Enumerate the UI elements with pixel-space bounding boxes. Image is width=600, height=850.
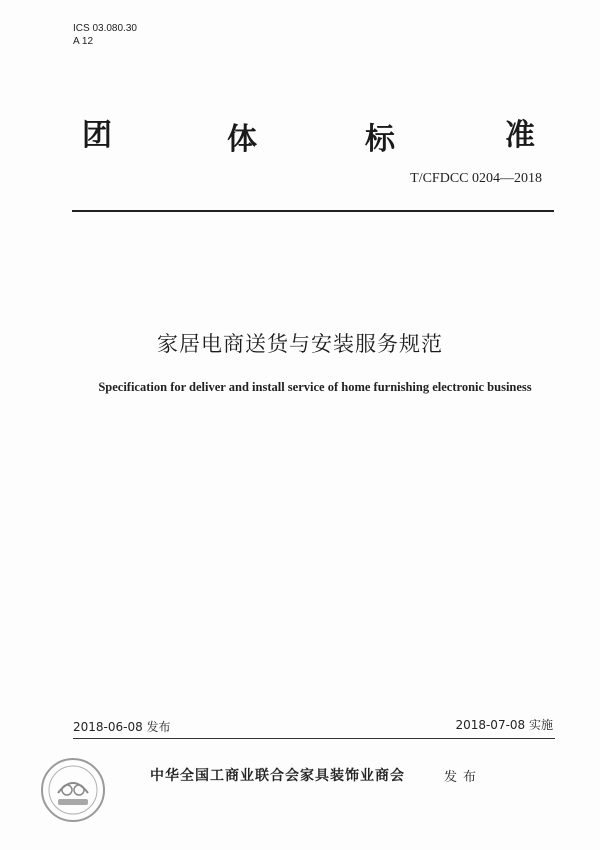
issuer-name: 中华全国工商业联合会家具装饰业商会 — [150, 768, 405, 784]
ccs-code: A 12 — [73, 36, 94, 47]
standard-type-char: 标 — [365, 122, 395, 157]
title-chinese: 家居电商送货与安装服务规范 — [157, 332, 443, 356]
standard-number: T/CFDCC 0204—2018 — [410, 171, 542, 186]
association-seal-icon — [38, 755, 108, 825]
title-english: Specification for deliver and install service of home furnishing electronic business — [98, 380, 532, 394]
header-divider — [72, 210, 554, 212]
publish-date: 2018-06-08 发布 — [73, 720, 171, 734]
classification-block — [73, 22, 137, 48]
standard-type-char: 团 — [82, 118, 112, 153]
ics-code: ICS 03.080.30 — [73, 23, 137, 34]
footer-divider — [73, 738, 555, 739]
implement-date: 2018-07-08 实施 — [455, 718, 553, 732]
issue-label: 发布 — [444, 770, 483, 785]
standard-type-char: 准 — [505, 118, 535, 153]
standard-type-char: 体 — [227, 122, 257, 157]
standard-type-heading — [82, 110, 552, 157]
